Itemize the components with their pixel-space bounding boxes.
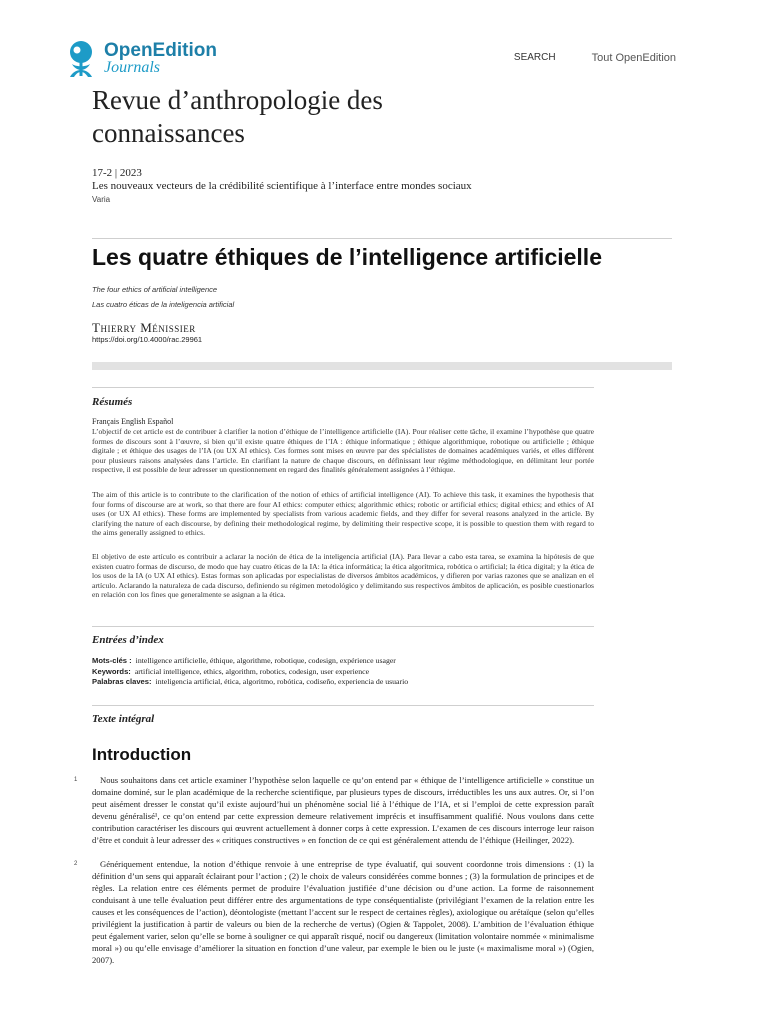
author-name[interactable]: Thierry Ménissier xyxy=(92,320,196,335)
abstract-language-links[interactable]: Français English Español xyxy=(92,417,174,426)
search-link[interactable]: SEARCH xyxy=(513,52,556,63)
issue-rubric[interactable]: Varia xyxy=(92,195,111,204)
index-heading: Entrées d’index xyxy=(92,634,164,646)
brand-sub: Journals xyxy=(104,59,160,76)
paragraph: Nous souhaitons dans cet article examiner l’hypothèse selon laquelle ce qu’on entend par « éthique de l’intelligence artificielle » constitue un domaine dominé, sur le plan académique de la recherche scientifique, par plusieurs types de discours, irréductibles les uns aux autres. Or, si l’on peut aisément dresser le constat qu’il existe aujourd’hui un phénomène social lié à l’éthique de l’IA, et si l’emploi de cette expression paraît devenu généralisé¹, ce qu’on entend par cette expression demeure relativement imprécis et insuffisamment qualifié. Nous voulons dans cette contribution caractériser les discours qui œuvrent actuellement à donner corps à cette expression. L’examen de ces discours interroge leur raison d’être et conduit à leur adresser des « critiques constructives » en fonction de ce qui est généralement attendu de l’éthique (Heilinger, 2022). xyxy=(92,775,594,845)
abstracts-heading: Résumés xyxy=(92,396,133,408)
abstract-spanish: El objetivo de este artículo es contribuir a aclarar la noción de ética de la inteligencia artificial (IA). Para llevar a cabo esta tarea, se examina la hipótesis de que existen cuatro formas de discurso, de modo que hay cuatro éticas de la IA: la ética informática; la ética algorítmica, robótica o artificial; la ética digital; y la ética de los usos de la IA (o UX AI ethics). Estas formas son aplicadas por especialistas de diversos ámbitos académicos, y difieren por varias razones que se analizan en el artículo. Aclarando la naturaleza de cada discurso, definiendo su régimen metodológico y delimitando sus respectivos ámbitos de aplicación, es posible cuestionarlos en relación con los fines que generalmente se asignan a la ética. xyxy=(92,552,594,600)
index-label: Keywords: xyxy=(92,667,131,676)
journal-title[interactable]: Revue d’anthropologie des connaissances xyxy=(92,85,383,148)
introduction-heading: Introduction xyxy=(92,745,192,764)
index-row-es xyxy=(92,677,408,687)
openedition-flower-icon xyxy=(64,40,98,78)
index-label: Mots-clés : xyxy=(92,656,132,665)
issue-info xyxy=(92,167,472,206)
index-row-en xyxy=(92,667,369,677)
openedition-logo[interactable] xyxy=(64,40,224,80)
title-spanish: Las cuatro éticas de la inteligencia artificial xyxy=(92,300,235,309)
divider xyxy=(92,387,594,388)
issue-number[interactable]: 17-2 | 2023 xyxy=(92,167,142,179)
divider xyxy=(92,238,672,239)
paragraph: Génériquement entendue, la notion d’éthique renvoie à une entreprise de type évaluatif, qui souvent coordonne trois dimensions : (1) la définition d’un sens qui apparaît éclairant pour l’action ; (2) le choix de valeurs considérées comme bonnes ; (3) la formulation de principes et de règles. La relation entre ces éléments permet de produire l’évaluation justifiée d’une décision ou d’une action. La forme de raisonnement conduisant à une telle évaluation peut différer entre des argumentations de type conséquentialiste (privilégiant l’examen de la relation entre les causes et les conséquences de l’action), déontologiste (mettant l’accent sur le respect de certaines règles), axiologique ou arétaïque (selon qu’elles privilégient la justification à partir de valeurs ou bien de la recherche de vertus) (Ogien & Tappolet, 2008). L’ambition de l’évaluation éthique peut également varier, selon qu’elle se borne à souligner ce qui apparaît risqué, nocif ou dangereux (limitation volontaire nommée « minimalisme moral ») ou qu’elle envisage d’améliorer la situation en fonction d’une valeur, par exemple le bien ou le juste (« maximalisme moral ») (Ogien, 2007). xyxy=(92,859,594,965)
title-english: The four ethics of artificial intelligence xyxy=(92,285,218,294)
index-keywords[interactable]: artificial intelligence, ethics, algorithm, robotics, codesign, user experience xyxy=(134,667,370,676)
divider xyxy=(92,626,594,627)
index-keywords[interactable]: intelligence artificielle, éthique, algorithme, robotique, codesign, expérience usager xyxy=(135,656,396,665)
issue-theme[interactable]: Les nouveaux vecteurs de la crédibilité scientifique à l’interface entre mondes sociaux xyxy=(92,180,472,192)
abstract-english: The aim of this article is to contribute to the clarification of the notion of ethics of artificial intelligence (AI). To achieve this task, it examines the hypothesis that four forms of discourse are at work, so that there are four AI ethics: computer ethics; algorithmic ethics; robotic or artificial ethics; digital ethics; and ethics of AI uses (or UX AI ethics). These forms are implemented by specialists from various academic fields, and they differ for several reasons analyzed in the article. By clarifying the nature of each discourse, by defining their methodological regime, by delimiting their respective scope, it is possible to question them with regard to the aims generally assigned to ethics. xyxy=(92,490,594,538)
article-title: Les quatre éthiques de l’intelligence artificielle xyxy=(92,244,602,270)
alternate-titles xyxy=(92,282,234,312)
index-row-fr xyxy=(92,656,396,666)
abstract-french: L’objectif de cet article est de contribuer à clarifier la notion d’éthique de l’intelligence artificielle (IA). Pour réaliser cette tâche, il examine l’hypothèse que quatre formes de discours sont à l’œuvre, si bien qu’il existe quatre éthiques de l’IA : éthique informatique ; éthique algorithmique, robotique ou artificielle ; éthique digitale ; et éthique des usages de l’IA (ou UX AI ethics). Ces formes sont mises en œuvre par des spécialistes de domaines académiques variés, et elles diffèrent pour plusieurs raisons analysées dans l’article. En clarifiant la nature de chaque discours, en définissant leur régime méthodologique, en délimitant leur portée respective, il est possible de leur adresser un questionnement en regard des finalités généralement assignées à l’éthique. xyxy=(92,427,594,475)
index-keywords[interactable]: inteligencia artificial, ética, algoritmo, robótica, codiseño, experiencia de usuario xyxy=(155,677,409,686)
all-openedition-link[interactable]: Tout OpenEdition xyxy=(591,52,676,64)
article-toolbar-bar xyxy=(92,362,672,370)
index-label: Palabras claves: xyxy=(92,677,152,686)
paragraph-number[interactable]: 2 xyxy=(74,861,78,867)
top-navigation xyxy=(514,52,676,64)
fulltext-heading: Texte intégral xyxy=(92,713,155,725)
paragraph-number[interactable]: 1 xyxy=(74,777,78,783)
divider xyxy=(92,705,594,706)
brand-name: OpenEdition xyxy=(104,40,217,61)
doi-link[interactable]: https://doi.org/10.4000/rac.29961 xyxy=(92,335,203,344)
